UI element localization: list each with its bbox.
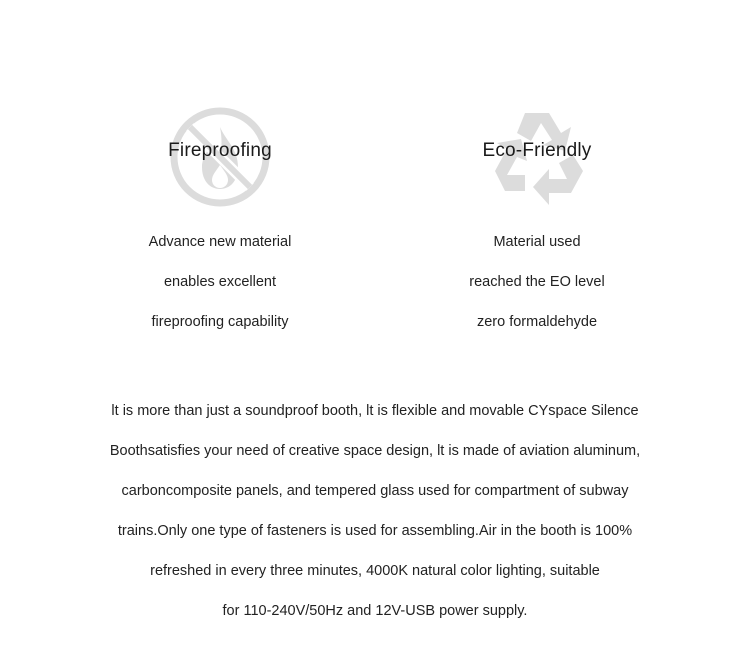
feature-description [70,230,370,350]
feature-line: Advance new material [148,234,292,250]
description-line: refreshed in every three minutes, 4000K natural color lighting, suitable [150,563,600,579]
feature-title: Fireproofing [168,140,272,161]
feature-line: zero formaldehyde [476,314,598,330]
description-line: lt is more than just a soundproof booth, lt is flexible and movable CYspace Silence [111,403,639,419]
description-line: Boothsatisfies your need of creative space design, lt is made of aviation aluminum, [109,443,641,459]
product-description [60,398,690,638]
description-line: trains.Only one type of fasteners is used for assembling.Air in the booth is 100% [117,523,633,539]
feature-line: Material used [493,234,581,250]
feature-line: fireproofing capability [151,314,289,330]
feature-line: reached the EO level [469,274,605,290]
description-line: carboncomposite panels, and tempered glass used for compartment of subway [121,483,629,499]
description-line: for 110-240V/50Hz and 12V-USB power supply. [222,603,528,619]
feature-description [387,230,687,350]
feature-title: Eco-Friendly [482,140,592,161]
feature-line: enables excellent [163,274,277,290]
